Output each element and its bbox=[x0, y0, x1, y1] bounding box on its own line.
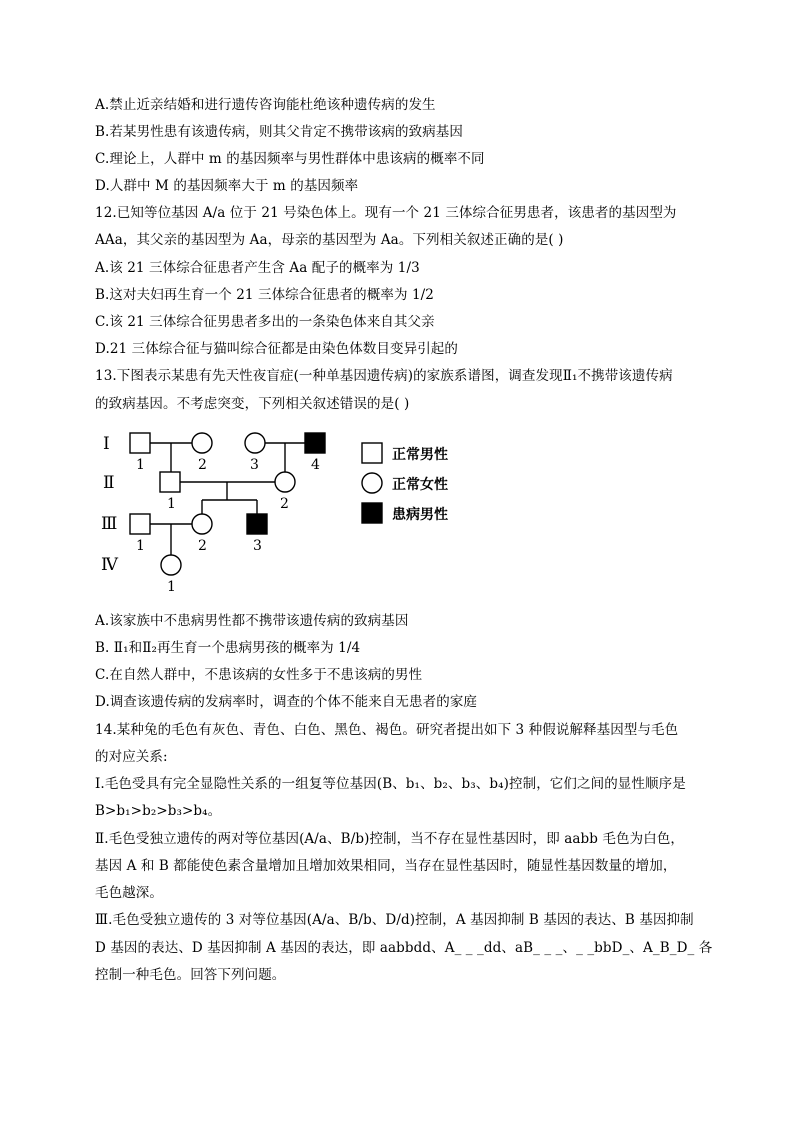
q14-stem-line2: 的对应关系: bbox=[95, 749, 168, 765]
q14-hypothesis2-line3: 毛色越深。 bbox=[95, 885, 163, 901]
legend-normal-female-symbol bbox=[362, 473, 382, 493]
q13-option-b: B. Ⅱ₁和Ⅱ₂再生育一个患病男孩的概率为 1/4 bbox=[95, 640, 361, 656]
pedigree-i4-affected-male bbox=[305, 433, 325, 453]
legend-normal-male-symbol bbox=[362, 443, 382, 463]
legend-affected-male-label: 患病男性 bbox=[392, 507, 448, 523]
number-iii2: 2 bbox=[198, 538, 207, 554]
number-ii1: 1 bbox=[167, 496, 176, 512]
q12-option-a: A.该 21 三体综合征患者产生含 Aa 配子的概率为 1/3 bbox=[95, 260, 420, 276]
q13-stem-line1: 13.下图表示某患有先天性夜盲症(一种单基因遗传病)的家族系谱图，调查发现Ⅱ₁不携带该遗传病 bbox=[95, 368, 673, 384]
pedigree-iv1-normal-female bbox=[161, 555, 181, 575]
q12-stem-line2: AAa，其父亲的基因型为 Aa，母亲的基因型为 Aa。下列相关叙述正确的是( ) bbox=[95, 232, 564, 248]
pedigree-chart bbox=[95, 425, 495, 605]
number-iii3: 3 bbox=[253, 538, 262, 554]
pedigree-i1-normal-male bbox=[130, 433, 150, 453]
q13-option-a: A.该家族中不患病男性都不携带该遗传病的致病基因 bbox=[95, 613, 409, 629]
q14-stem-line1: 14.某种兔的毛色有灰色、青色、白色、黑色、褐色。研究者提出如下 3 种假说解释基因型与毛色 bbox=[95, 722, 679, 738]
q11-option-d: D.人群中 M 的基因频率大于 m 的基因频率 bbox=[95, 178, 359, 194]
generation-label-iii: Ⅲ bbox=[101, 514, 118, 534]
pedigree-i2-normal-female bbox=[192, 433, 212, 453]
q14-hypothesis3-line1: Ⅲ.毛色受独立遗传的 3 对等位基因(A/a、B/b、D/d)控制，A 基因抑制 B 基因的表达、B 基因抑制 bbox=[95, 912, 694, 928]
number-i4: 4 bbox=[311, 457, 320, 473]
generation-label-ii: Ⅱ bbox=[103, 473, 115, 493]
legend-normal-female-label: 正常女性 bbox=[392, 477, 448, 493]
q14-hypothesis3-line3: 控制一种毛色。回答下列问题。 bbox=[95, 967, 286, 983]
pedigree-iii1-normal-male bbox=[130, 514, 150, 534]
number-iv1: 1 bbox=[167, 579, 176, 595]
generation-label-i: Ⅰ bbox=[103, 434, 110, 454]
q11-option-a: A.禁止近亲结婚和进行遗传咨询能杜绝该种遗传病的发生 bbox=[95, 97, 436, 113]
q14-hypothesis2-line1: Ⅱ.毛色受独立遗传的两对等位基因(A/a、B/b)控制，当不存在显性基因时，即 aabb 毛色为白色， bbox=[95, 831, 685, 847]
q14-hypothesis1-line1: Ⅰ.毛色受具有完全显隐性关系的一组复等位基因(B、b₁、b₂、b₃、b₄)控制，它们之间的显性顺序是 bbox=[95, 776, 686, 792]
q11-option-b: B.若某男性患有该遗传病，则其父肯定不携带该病的致病基因 bbox=[95, 124, 464, 140]
generation-label-iv: Ⅳ bbox=[101, 555, 118, 575]
number-i3: 3 bbox=[250, 457, 259, 473]
q14-hypothesis1-line2: B>b₁>b₂>b₃>b₄。 bbox=[95, 803, 222, 819]
number-i1: 1 bbox=[136, 457, 145, 473]
q12-stem-line1: 12.已知等位基因 A/a 位于 21 号染色体上。现有一个 21 三体综合征男患者，该患者的基因型为 bbox=[95, 205, 677, 221]
q13-option-d: D.调查该遗传病的发病率时，调查的个体不能来自无患者的家庭 bbox=[95, 694, 478, 710]
q12-option-b: B.这对夫妇再生育一个 21 三体综合征患者的概率为 1/2 bbox=[95, 287, 434, 303]
pedigree-ii2-normal-female bbox=[275, 472, 295, 492]
q14-hypothesis2-line2: 基因 A 和 B 都能使色素含量增加且增加效果相同，当存在显性基因时，随显性基因数量的增加， bbox=[95, 858, 677, 874]
pedigree-i3-normal-female bbox=[245, 433, 265, 453]
q14-hypothesis3-line2: D 基因的表达、D 基因抑制 A 基因的表达，即 aabbdd、A_ _ _dd、aB_ _ _、_ _bbD_、A_B_D_ 各 bbox=[95, 940, 713, 956]
legend-normal-male-label: 正常男性 bbox=[392, 447, 448, 463]
q12-option-c: C.该 21 三体综合征男患者多出的一条染色体来自其父亲 bbox=[95, 314, 435, 330]
q11-option-c: C.理论上，人群中 m 的基因频率与男性群体中患该病的概率不同 bbox=[95, 151, 485, 167]
number-iii1: 1 bbox=[136, 538, 145, 554]
legend-affected-male-symbol bbox=[362, 503, 382, 523]
q13-stem-line2: 的致病基因。不考虑突变，下列相关叙述错误的是( ) bbox=[95, 396, 410, 412]
q13-option-c: C.在自然人群中，不患该病的女性多于不患该病的男性 bbox=[95, 667, 423, 683]
q12-option-d: D.21 三体综合征与猫叫综合征都是由染色体数目变异引起的 bbox=[95, 341, 459, 357]
number-i2: 2 bbox=[198, 457, 207, 473]
pedigree-iii2-normal-female bbox=[192, 514, 212, 534]
number-ii2: 2 bbox=[280, 496, 289, 512]
pedigree-ii1-normal-male bbox=[160, 472, 180, 492]
pedigree-iii3-affected-male bbox=[247, 514, 267, 534]
